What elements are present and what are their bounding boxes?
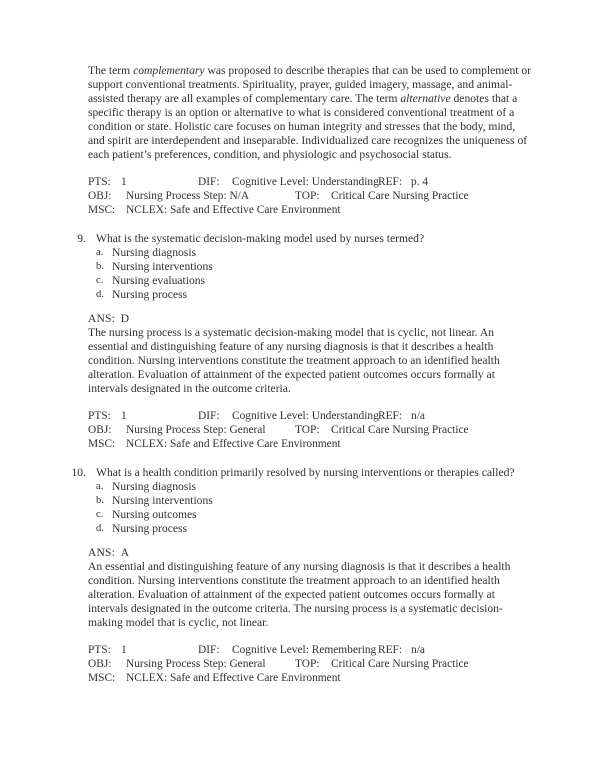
obj-value: Nursing Process Step: General (126, 424, 266, 436)
pts-value: 1 (121, 644, 127, 656)
intro-paragraph (88, 64, 532, 162)
option-a-text: Nursing diagnosis (112, 246, 197, 259)
question-10-rationale: An essential and distinguishing feature of any nursing diagnosis is that it describes a health condition. Nursing interventions constitute the treatment approach to an identified health alteration. Evaluation of attainment of the expected patient outcomes occurs formally at intervals designated in the outcome criteria. The nursing process is a systematic decision-making model that is cyclic, not linear. (88, 560, 511, 629)
answer-value: A (120, 547, 130, 559)
option-c-letter: c. (96, 509, 104, 520)
question-10-text: What is a health condition primarily resolved by nursing interventions or therapies called? (96, 466, 515, 479)
dif-value: Cognitive Level: Understanding (232, 410, 379, 422)
option-b-text: Nursing interventions (112, 494, 213, 507)
answer-value: D (120, 313, 130, 325)
top-value: Critical Care Nursing Practice (331, 190, 469, 202)
obj-label: OBJ: (88, 658, 112, 670)
obj-label: OBJ: (88, 190, 112, 202)
option-c-text: Nursing evaluations (112, 274, 206, 287)
option-d-letter: d. (96, 289, 104, 300)
ref-label: REF: (378, 176, 403, 188)
top-value: Critical Care Nursing Practice (331, 424, 469, 436)
option-d[interactable] (96, 288, 532, 302)
option-d[interactable] (96, 522, 532, 536)
option-b[interactable] (96, 260, 532, 274)
dif-label: DIF: (198, 176, 220, 188)
option-b-letter: b. (96, 495, 104, 506)
ref-label: REF: (378, 410, 403, 422)
option-d-letter: d. (96, 523, 104, 534)
option-c-letter: c. (96, 275, 104, 286)
metadata-block-question-10 (88, 643, 532, 685)
intro-text-part-3: denotes that a specific therapy is an option or alternative to what is considered conventional treatment of a condition or state. Holistic care focuses on human integrity and stresses that the body, mind, and spirit are interdependent and inseparable. Individualized care recognizes the uniqueness of each patient’s preferences, condition, and physiologic and psychosocial status. (88, 92, 528, 161)
msc-value: NCLEX: Safe and Effective Care Environment (126, 438, 341, 450)
intro-italic-term-complementary: complementary (133, 64, 205, 77)
option-c[interactable] (96, 508, 532, 522)
option-c-text: Nursing outcomes (112, 508, 197, 521)
question-9-text: What is the systematic decision-making model used by nurses termed? (96, 232, 425, 245)
msc-value: NCLEX: Safe and Effective Care Environment (126, 204, 341, 216)
metadata-row-obj (88, 657, 532, 671)
option-c[interactable] (96, 274, 532, 288)
metadata-row-pts (88, 409, 532, 423)
pts-label: PTS: (88, 410, 111, 422)
answer-label: ANS: (88, 547, 116, 559)
metadata-row-obj (88, 423, 532, 437)
dif-value: Cognitive Level: Understanding (232, 176, 379, 188)
top-label: TOP: (295, 424, 320, 436)
option-d-text: Nursing process (112, 522, 188, 535)
metadata-block-intro (88, 175, 532, 217)
intro-italic-term-alternative: alternative (400, 92, 451, 105)
obj-value: Nursing Process Step: General (126, 658, 266, 670)
question-9-answer-line (88, 312, 532, 326)
metadata-row-msc (88, 203, 532, 217)
option-a[interactable] (96, 246, 532, 260)
dif-label: DIF: (198, 410, 220, 422)
obj-value: Nursing Process Step: N/A (126, 190, 250, 202)
ref-value: p. 4 (411, 176, 429, 188)
option-a-letter: a. (96, 247, 104, 258)
top-value: Critical Care Nursing Practice (331, 658, 469, 670)
intro-text-part-2: was proposed to describe therapies that can be used to complement or support conventional treatments. Spirituality, prayer, guided imagery, massage, and animal-assisted therapy are all examples of complementary care. The term (88, 64, 532, 105)
top-label: TOP: (295, 658, 320, 670)
msc-label: MSC: (88, 672, 116, 684)
option-b-letter: b. (96, 261, 104, 272)
question-9-options (96, 246, 532, 302)
ref-value: n/a (411, 410, 425, 422)
option-a[interactable] (96, 480, 532, 494)
metadata-row-msc (88, 671, 532, 685)
option-a-letter: a. (96, 481, 104, 492)
metadata-row-pts (88, 175, 532, 189)
metadata-block-question-9 (88, 409, 532, 451)
pts-value: 1 (121, 410, 127, 422)
intro-text-part-1: The term (88, 64, 134, 77)
msc-value: NCLEX: Safe and Effective Care Environment (126, 672, 341, 684)
option-a-text: Nursing diagnosis (112, 480, 197, 493)
metadata-row-pts (88, 643, 532, 657)
question-10 (68, 466, 532, 480)
question-10-answer-line (88, 546, 532, 560)
dif-label: DIF: (198, 644, 220, 656)
dif-value: Cognitive Level: Remembering (232, 644, 377, 656)
pts-label: PTS: (88, 176, 111, 188)
question-10-options (96, 480, 532, 536)
page-content (68, 64, 532, 685)
top-label: TOP: (295, 190, 320, 202)
metadata-row-obj (88, 189, 532, 203)
msc-label: MSC: (88, 438, 116, 450)
ref-label: REF: (378, 644, 403, 656)
metadata-row-msc (88, 437, 532, 451)
question-9-rationale: The nursing process is a systematic decision-making model that is cyclic, not linear. An essential and distinguishing feature of any nursing diagnosis is that it describes a health condition. Nursing interventions constitute the treatment approach to an identified health alteration. Evaluation of attainment of the expected patient outcomes occurs formally at intervals designated in the outcome criteria. (88, 326, 500, 395)
question-10-number: 10. (71, 466, 86, 479)
msc-label: MSC: (88, 204, 116, 216)
question-9 (68, 232, 532, 246)
option-d-text: Nursing process (112, 288, 188, 301)
option-b-text: Nursing interventions (112, 260, 213, 273)
ref-value: n/a (411, 644, 425, 656)
pts-value: 1 (121, 176, 127, 188)
option-b[interactable] (96, 494, 532, 508)
pts-label: PTS: (88, 644, 111, 656)
question-9-number: 9. (77, 232, 86, 245)
answer-label: ANS: (88, 313, 116, 325)
obj-label: OBJ: (88, 424, 112, 436)
